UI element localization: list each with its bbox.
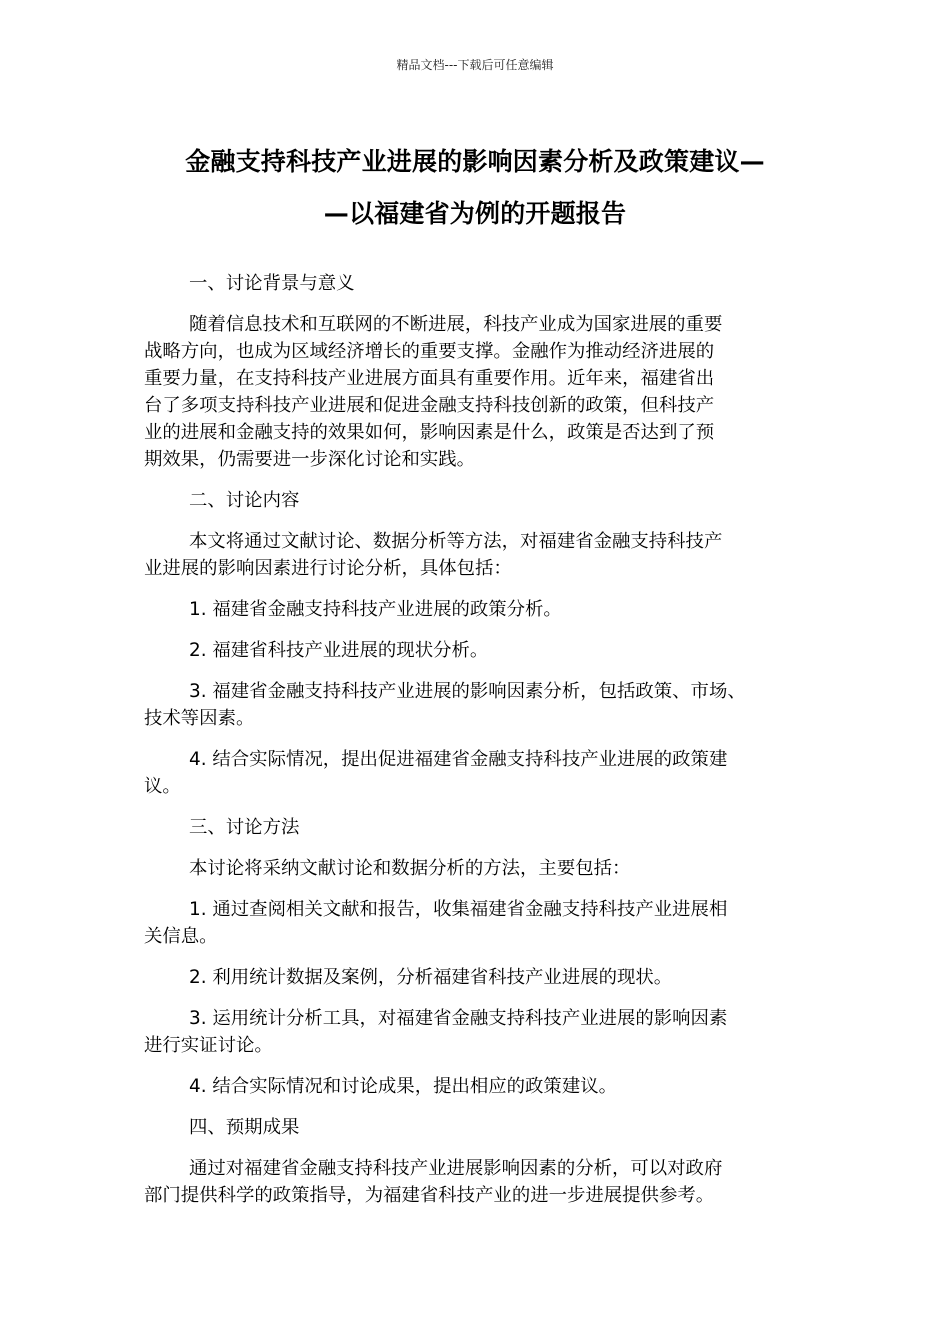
method-item-2 xyxy=(144,964,806,991)
method-item-1-line: 1. 通过查阅相关文献和报告，收集福建省金融支持科技产业进展相 xyxy=(189,899,728,920)
document-title-line-2: —以福建省为例的开题报告 xyxy=(323,199,627,228)
content-item-3-line: 技术等因素。 xyxy=(144,708,255,729)
paragraph-expected-results xyxy=(144,1155,806,1209)
content-item-4 xyxy=(144,746,806,800)
content-item-2-line: 2. 福建省科技产业进展的现状分析。 xyxy=(189,640,489,661)
paragraph-background-line: 期效果，仍需要进一步深化讨论和实践。 xyxy=(144,449,476,470)
heading-expected-results xyxy=(144,1114,806,1141)
method-item-2-line: 2. 利用统计数据及案例，分析福建省科技产业进展的现状。 xyxy=(189,967,673,988)
heading-research-method-line: 三、讨论方法 xyxy=(189,817,300,838)
paragraph-content-intro xyxy=(144,528,806,582)
paragraph-background-line: 战略方向，也成为区域经济增长的重要支撑。金融作为推动经济进展的 xyxy=(144,341,715,362)
heading-research-content-line: 二、讨论内容 xyxy=(189,490,300,511)
content-item-4-line: 4. 结合实际情况，提出促进福建省金融支持科技产业进展的政策建 xyxy=(189,749,728,770)
document-body xyxy=(144,270,806,1223)
paragraph-method-intro-line: 本讨论将采纳文献讨论和数据分析的方法，主要包括： xyxy=(189,858,631,879)
content-item-1 xyxy=(144,596,806,623)
paragraph-method-intro xyxy=(144,855,806,882)
method-item-3 xyxy=(144,1005,806,1059)
paragraph-content-intro-line: 本文将通过文献讨论、数据分析等方法，对福建省金融支持科技产 xyxy=(189,531,723,552)
method-item-3-line: 3. 运用统计分析工具，对福建省金融支持科技产业进展的影响因素 xyxy=(189,1008,728,1029)
content-item-2 xyxy=(144,637,806,664)
heading-research-method xyxy=(144,814,806,841)
paragraph-background-line: 重要力量，在支持科技产业进展方面具有重要作用。近年来，福建省出 xyxy=(144,368,715,389)
method-item-1-line: 关信息。 xyxy=(144,926,218,947)
content-item-4-line: 议。 xyxy=(144,776,181,797)
method-item-4-line: 4. 结合实际情况和讨论成果，提出相应的政策建议。 xyxy=(189,1076,617,1097)
document-title-line-1: 金融支持科技产业进展的影响因素分析及政策建议— xyxy=(185,147,765,176)
method-item-3-line: 进行实证讨论。 xyxy=(144,1035,273,1056)
paragraph-background-line: 业的进展和金融支持的效果如何，影响因素是什么，政策是否达到了预 xyxy=(144,422,715,443)
method-item-4 xyxy=(144,1073,806,1100)
method-item-1 xyxy=(144,896,806,950)
header-note: 精品文档---下载后可任意编辑 xyxy=(396,58,554,72)
paragraph-content-intro-line: 业进展的影响因素进行讨论分析，具体包括： xyxy=(144,558,512,579)
paragraph-background-line: 随着信息技术和互联网的不断进展，科技产业成为国家进展的重要 xyxy=(189,314,723,335)
content-item-1-line: 1. 福建省金融支持科技产业进展的政策分析。 xyxy=(189,599,562,620)
paragraph-expected-results-line: 通过对福建省金融支持科技产业进展影响因素的分析，可以对政府 xyxy=(189,1158,723,1179)
heading-research-background xyxy=(144,270,806,297)
heading-research-background-line: 一、讨论背景与意义 xyxy=(189,273,355,294)
paragraph-background xyxy=(144,311,806,473)
content-item-3-line: 3. 福建省金融支持科技产业进展的影响因素分析，包括政策、市场、 xyxy=(189,681,746,702)
paragraph-background-line: 台了多项支持科技产业进展和促进金融支持科技创新的政策，但科技产 xyxy=(144,395,715,416)
paragraph-expected-results-line: 部门提供科学的政策指导，为福建省科技产业的进一步进展提供参考。 xyxy=(144,1185,715,1206)
content-item-3 xyxy=(144,678,806,732)
document-title xyxy=(140,136,810,240)
heading-research-content xyxy=(144,487,806,514)
heading-expected-results-line: 四、预期成果 xyxy=(189,1117,300,1138)
